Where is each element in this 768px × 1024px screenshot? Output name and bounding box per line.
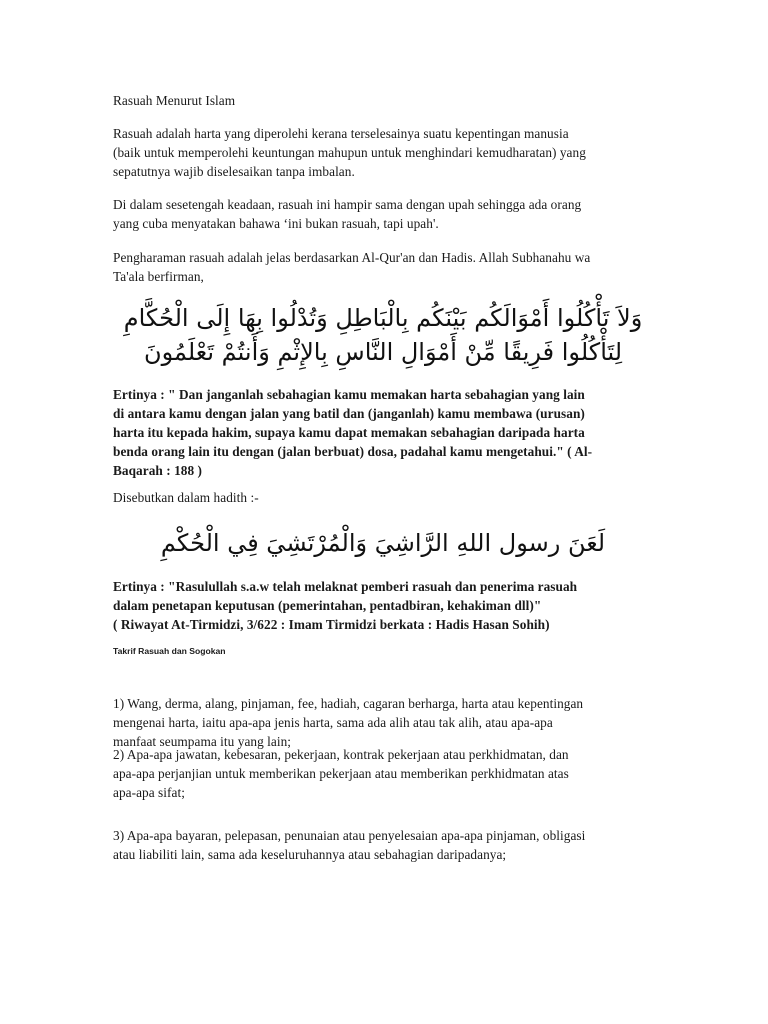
text-line: sepatutnya wajib diselesaikan tanpa imbalan. xyxy=(113,164,355,179)
subheading-takrif: Takrif Rasuah dan Sogokan xyxy=(113,646,226,656)
text-line: 2) Apa-apa jawatan, kebesaran, pekerjaan, kontrak pekerjaan atau perkhidmatan, dan xyxy=(113,747,569,762)
text-line: Ertinya : "Rasulullah s.a.w telah melaknat pemberi rasuah dan penerima rasuah xyxy=(113,579,578,594)
translation-verse xyxy=(113,385,653,480)
text-line: 1) Wang, derma, alang, pinjaman, fee, hadiah, cagaran berharga, harta atau kepentingan xyxy=(113,696,584,711)
text-line: harta itu kepada hakim, supaya kamu dapat memakan sebahagian daripada harta xyxy=(113,425,585,440)
arabic-line: لِتَأْكُلُوا فَرِيقًا مِّنْ أَمْوَالِ النَّاسِ بِالإِثْمِ وَأَنتُمْ تَعْلَمُونَ xyxy=(143,338,623,366)
text-line: (baik untuk memperolehi keuntungan mahupun untuk menghindari kemudharatan) yang xyxy=(113,145,586,160)
text-line: atau liabiliti lain, sama ada keseluruhannya atau sebahagian daripadanya; xyxy=(113,847,507,862)
text-line: ( Riwayat At-Tirmidzi, 3/622 : Imam Tirmidzi berkata : Hadis Hasan Sohih) xyxy=(113,617,550,632)
paragraph-definition xyxy=(113,124,653,181)
text-line: Ertinya : " Dan janganlah sebahagian kamu memakan harta sebahagian yang lain xyxy=(113,387,585,402)
text-line: Di dalam sesetengah keadaan, rasuah ini hampir sama dengan upah sehingga ada orang xyxy=(113,197,582,212)
hadith-intro: Disebutkan dalam hadith :- xyxy=(113,490,259,505)
text-line: mengenai harta, iaitu apa-apa jenis harta, sama ada alih atau tak alih, atau apa-apa xyxy=(113,715,553,730)
text-line: yang cuba menyatakan bahawa ‘ini bukan rasuah, tapi upah'. xyxy=(113,216,439,231)
document-title: Rasuah Menurut Islam xyxy=(113,93,236,108)
text-line: Baqarah : 188 ) xyxy=(113,463,203,478)
list-item-3 xyxy=(113,826,653,864)
text-line: apa-apa sifat; xyxy=(113,785,185,800)
text-line: dalam penetapan keputusan (pemerintahan, pentadbiran, kehakiman dll)" xyxy=(113,598,542,613)
text-line: Ta'ala berfirman, xyxy=(113,269,204,284)
arabic-quran-verse xyxy=(113,301,653,369)
list-item-1 xyxy=(113,694,653,751)
text-line: di antara kamu dengan jalan yang batil dan (janganlah) kamu membawa (urusan) xyxy=(113,406,585,421)
text-line: manfaat seumpama itu yang lain; xyxy=(113,734,292,749)
text-line: apa-apa perjanjian untuk memberikan pekerjaan atau memberikan perkhidmatan atas xyxy=(113,766,569,781)
list-item-2 xyxy=(113,745,653,802)
text-line: Pengharaman rasuah adalah jelas berdasarkan Al-Qur'an dan Hadis. Allah Subhanahu wa xyxy=(113,250,591,265)
arabic-hadith: لَعَنَ رسول اللهِ الرَّاشِيَ وَالْمُرْتَشِيَ فِي الْحُكْمِ xyxy=(160,529,606,557)
text-line: Rasuah adalah harta yang diperolehi kerana terselesainya suatu kepentingan manusia xyxy=(113,126,569,141)
paragraph-pengharaman xyxy=(113,248,653,286)
paragraph-upah xyxy=(113,195,653,233)
text-line: 3) Apa-apa bayaran, pelepasan, penunaian atau penyelesaian apa-apa pinjaman, obligasi xyxy=(113,828,586,843)
translation-hadith xyxy=(113,577,653,634)
text-line: benda orang lain itu dengan (jalan berbuat) dosa, padahal kamu mengetahui." ( Al- xyxy=(113,444,593,459)
arabic-line: وَلاَ تَأْكُلُوا أَمْوَالَكُم بَيْنَكُم بِالْبَاطِلِ وَتُدْلُوا بِهَا إِلَى الْحُكَّامِ xyxy=(123,304,643,332)
